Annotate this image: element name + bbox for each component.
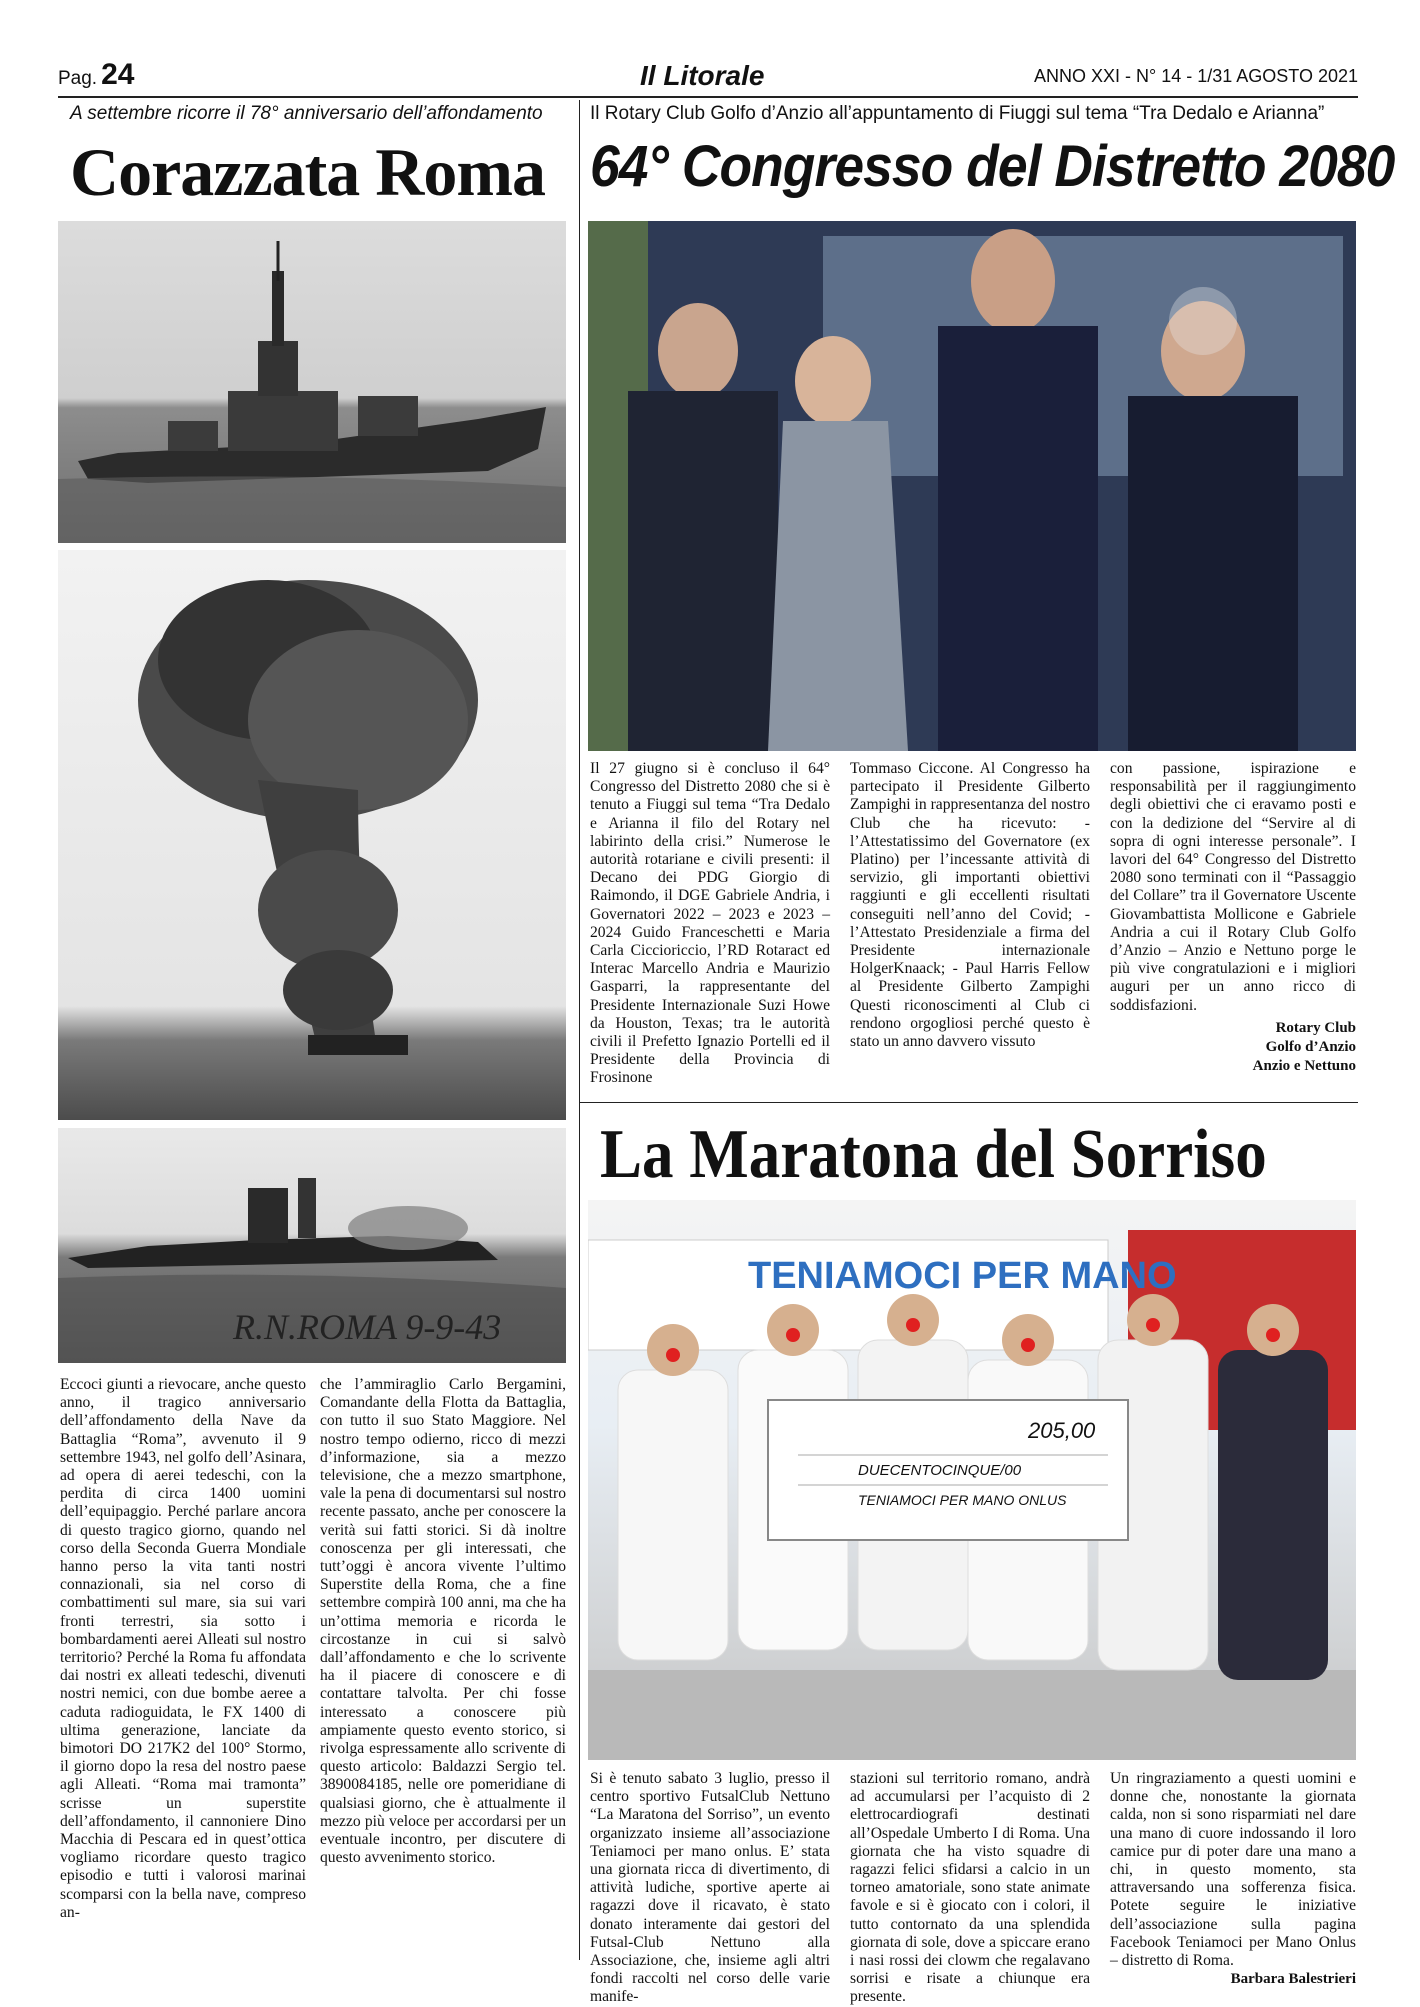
rotary-column-1: Il 27 giugno si è concluso il 64° Congresso del Distretto 2080 che si è tenuto a Fiuggi sul tema “Tra Dedalo e Arianna il filo del Rotary nel labirinto della crisi.” Numerose le autorità rotariane e civili presenti: il Decano dei PDG Giorgio di Raimondo, il DGE Gabriele Andria, i Governatori 2022 – 2023 e 2023 – 2024 Guido Franceschetti e Maria Carla Ciccioriccio, l’RD Rotaract ed Interac Marcello Andria e Maurizio Gasparri, la rappresentante del Presidente Internazionale Suzi Howe da Houston, Texas; tra le autorità civili il Prefetto Ignazio Portelli ed il Presidente della Provincia di Frosinone [590,760,830,1087]
explosion-photo [58,550,566,1120]
rotary-column-2: Tommaso Ciccone. Al Congresso ha partecipato il Presidente Gilberto Zampighi in rappresentanza del nostro Club che ha ricevuto: - l’Attestatissimo del Governatore (ex Platino) per l’incessante attività di servizio, gli importanti obiettivi raggiunti e gli eccellenti risultati conseguiti nell’anno del Covid; - l’Attestato Presidenziale a firma del Presidente internazionale HolgerKnaack; - Paul Harris Fellow al Presidente Gilberto Zampighi Questi riconoscimenti al Club ci rendono orgogliosi perché questo è stato un anno davvero vissuto [850,760,1090,1051]
rotary-title: 64° Congresso del Distretto 2080 [590,134,1395,199]
roma-kicker: A settembre ricorre il 78° anniversario dell’affondamento [70,103,543,124]
maratona-column-1: Si è tenuto sabato 3 luglio, presso il centro sportivo FutsalClub Nettuno “La Maratona del Sorriso”, un evento organizzato insieme all’associazione Teniamoci per mano onlus. E’ stata una giornata ricca di divertimento, di attività ludiche, sportive aperte ai ragazzi dove il ricavato, è stato donato interamente dai gestori del Futsal-Club Nettuno alla Associazione, che, insieme agli altri fondi raccolti nel corso delle varie manife- [590,1770,830,2006]
check-words: DUECENTOCINQUE/00 [858,1462,1022,1479]
battleship-photo [58,221,566,543]
maratona-photo [588,1200,1356,1760]
photo-stamp: R.N.ROMA 9-9-43 [233,1307,502,1347]
maratona-column-3: Un ringraziamento a questi uomini e donne che, nonostante la giornata calda, non si sono risparmiati nel dare una mano di cuore indossando il loro camice pur di poter dare una mano a chi, in questo momento, sta attraversando una sofferenza fisica. Potete seguire le iniziative dell’associazione sulla pagina Facebook Teniamoci per Mano Onlus – distretto di Roma. Barbara Balestrieri [1110,1770,1356,1988]
rotary-kicker: Il Rotary Club Golfo d’Anzio all’appuntamento di Fiuggi sul tema “Tra Dedalo e Arianna” [590,103,1325,124]
masthead: Il Litorale [640,60,765,91]
roma-column-2: che l’ammiraglio Carlo Bergamini, Comandante della Flotta da Battaglia, con tutto il suo Stato Maggiore. Nel nostro tempo odierno, ricco di mezzi d’informazione, sia a mezzo televisione, che a mezzo smartphone, vale la pena di documentarsi sul nostro recente passato, anche per conoscere la verità sui fatti storici. Si dà inoltre conoscenza per gli interessati, che tutt’oggi è ancora vivente l’ultimo Superstite della Roma, che a fine settembre compirà 100 anni, ma che ha un’ottima memoria e ricorda le circostanze in cui si salvò dall’affondamento e che lo scrivente ha il piacere di conoscere e di contattare talvolta. Per chi fosse interessato a conoscere più ampiamente questo evento storico, si rivolga espressamente allo scrivente di questo articolo: Baldazzi Sergio tel. 3890084185, nelle ore pomeridiane di qualsiasi giorno, che è attualmente il mezzo più veloce per accordarsi per un eventuale incontro, per discutere di questo avvenimento storico. [320,1376,566,1867]
banner-text: TENIAMOCI PER MANO [748,1255,1177,1297]
maratona-signature: Barbara Balestrieri [1230,1971,1356,1988]
rotary-signature: Rotary Club Golfo d’Anzio Anzio e Nettuno [1252,1019,1356,1074]
section-rule [580,1102,1358,1103]
sinking-ship-photo [58,1128,566,1363]
header-rule [58,96,1358,98]
column-divider [579,100,580,1960]
roma-title: Corazzata Roma [70,134,546,210]
roma-column-1: Eccoci giunti a rievocare, anche questo anno, il tragico anniversario dell’affondamento della Nave da Battaglia “Roma”, avvenuto il 9 settembre 1943, nel golfo dell’Asinara, ad opera di aerei tedeschi, con la perdita di circa 1400 uomini dell’equipaggio. Perché parlare ancora di questo tragico giorno, quando nel corso della Seconda Guerra Mondiale hanno perso la vita tanti nostri connazionali, sia nel corso di combattimenti sul mare, sia sui vari fronti terrestri, sia sotto i bombardamenti aerei Alleati sul nostro territorio? Perché la Roma fu affondata dai nostri ex alleati tedeschi, divenuti nostri nemici, con due bombe aeree a caduta radioguidata, le FX 1400 di ultima generazione, lanciate da bimotori DO 217K2 del 100° Stormo, il giorno dopo la resa del nostro paese agli Alleati. “Roma mai tramonta” scrisse un superstite dell’affondamento, il cannoniere Dino Macchia di Pescara ed in quest’ottica vogliamo ricordare questo tragico episodio e tutti i valorosi marinai scomparsi con la bella nave, compreso an- [60,1376,306,1921]
congress-photo [588,221,1356,751]
page-number: Pag. 24 [58,58,135,91]
issue-info: ANNO XXI - N° 14 - 1/31 AGOSTO 2021 [1034,66,1358,86]
check-amount: 205,00 [1028,1418,1096,1443]
maratona-title: La Maratona del Sorriso [600,1116,1267,1193]
check-payee: TENIAMOCI PER MANO ONLUS [858,1492,1067,1508]
maratona-column-2: stazioni sul territorio romano, andrà ad accumularsi per l’acquisto di 2 elettrocardiografi destinati all’Ospedale Umberto I di Roma. Una giornata che ha visto squadre di ragazzi felici sfidarsi a calcio in un torneo amatoriale, sono state animate favole e si è giocato con i colori, il tutto contornato da una splendida giornata di sole, dove a spiccare erano i nasi rossi dei clowm che regalavano sorrisi e risate a chiunque era presente. [850,1770,1090,2006]
rotary-column-3: con passione, ispirazione e responsabilità per il raggiungimento degli obiettivi che ci eravamo posti e con la dedizione del “Servire al di sopra di ogni interesse personale”. I lavori del 64° Congresso del Distretto 2080 sono terminati con il “Passaggio del Collare” tra il Governatore Uscente Giovambattista Mollicone e Gabriele Andria a cui il Rotary Club Golfo d’Anzio – Anzio e Nettuno porge le più vive congratulazioni e i migliori auguri per un anno ricco di soddisfazioni. Rotary Club Golfo d’Anzio Anzio e Nettuno [1110,760,1356,1074]
